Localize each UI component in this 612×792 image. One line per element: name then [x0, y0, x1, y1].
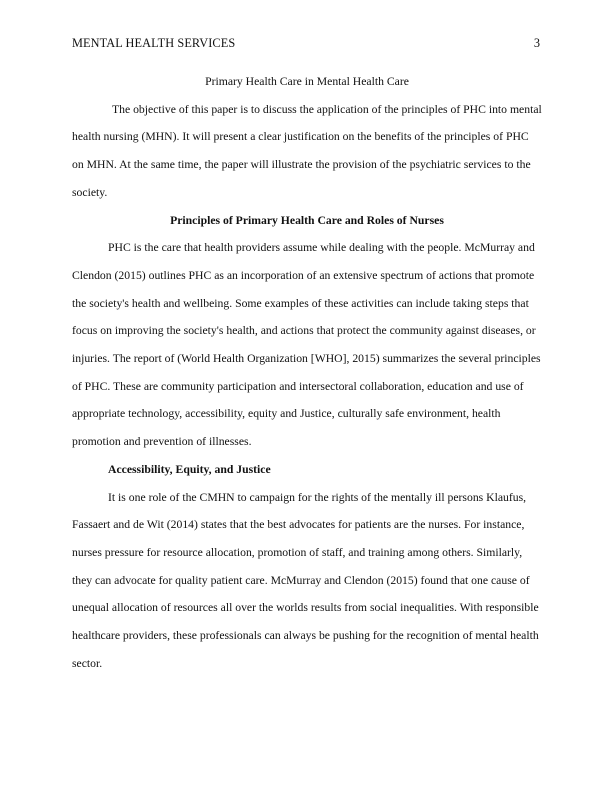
paper-title: Primary Health Care in Mental Health Care — [205, 75, 409, 88]
running-head: MENTAL HEALTH SERVICES — [72, 36, 236, 50]
intro-paragraph: The objective of this paper is to discuss the application of the principles of PHC into mental health nursing (MHN). It will present a clear justification on the benefits of the principles of PHC on MHN. At the same time, the paper will illustrate the provision of the psychiatric services to the society. — [72, 102, 542, 199]
document-body — [72, 68, 542, 677]
subsection-paragraph: It is one role of the CMHN to campaign for the rights of the mentally ill persons Klaufus, Fassaert and de Wit (2014) states that the best advocates for patients are the nurses. For instance, nurses pressure for resource allocation, promotion of staff, and training among others. Similarly, they can advocate for quality patient care. McMurray and Clendon (2015) found that one cause of unequal allocation of resources all over the worlds results from social inequalities. With responsible healthcare providers, these professionals can always be pushing for the recognition of mental health sector. — [72, 490, 539, 670]
subsection-heading: Accessibility, Equity, and Justice — [108, 462, 271, 476]
page-number: 3 — [533, 36, 540, 50]
section-paragraph: PHC is the care that health providers assume while dealing with the people. McMurray and Clendon (2015) outlines PHC as an incorporation of an extensive spectrum of actions that promote the society's health and wellbeing. Some examples of these activities can include taking steps that focus on improving the society's health, and actions that protect the community against diseases, or injuries. The report of (World Health Organization [WHO], 2015) summarizes the several principles of PHC. These are community participation and intersectoral collaboration, education and use of appropriate technology, accessibility, equity and Justice, culturally safe environment, health promotion and prevention of illnesses. — [72, 241, 541, 449]
section-heading: Principles of Primary Health Care and Roles of Nurses — [170, 213, 444, 227]
